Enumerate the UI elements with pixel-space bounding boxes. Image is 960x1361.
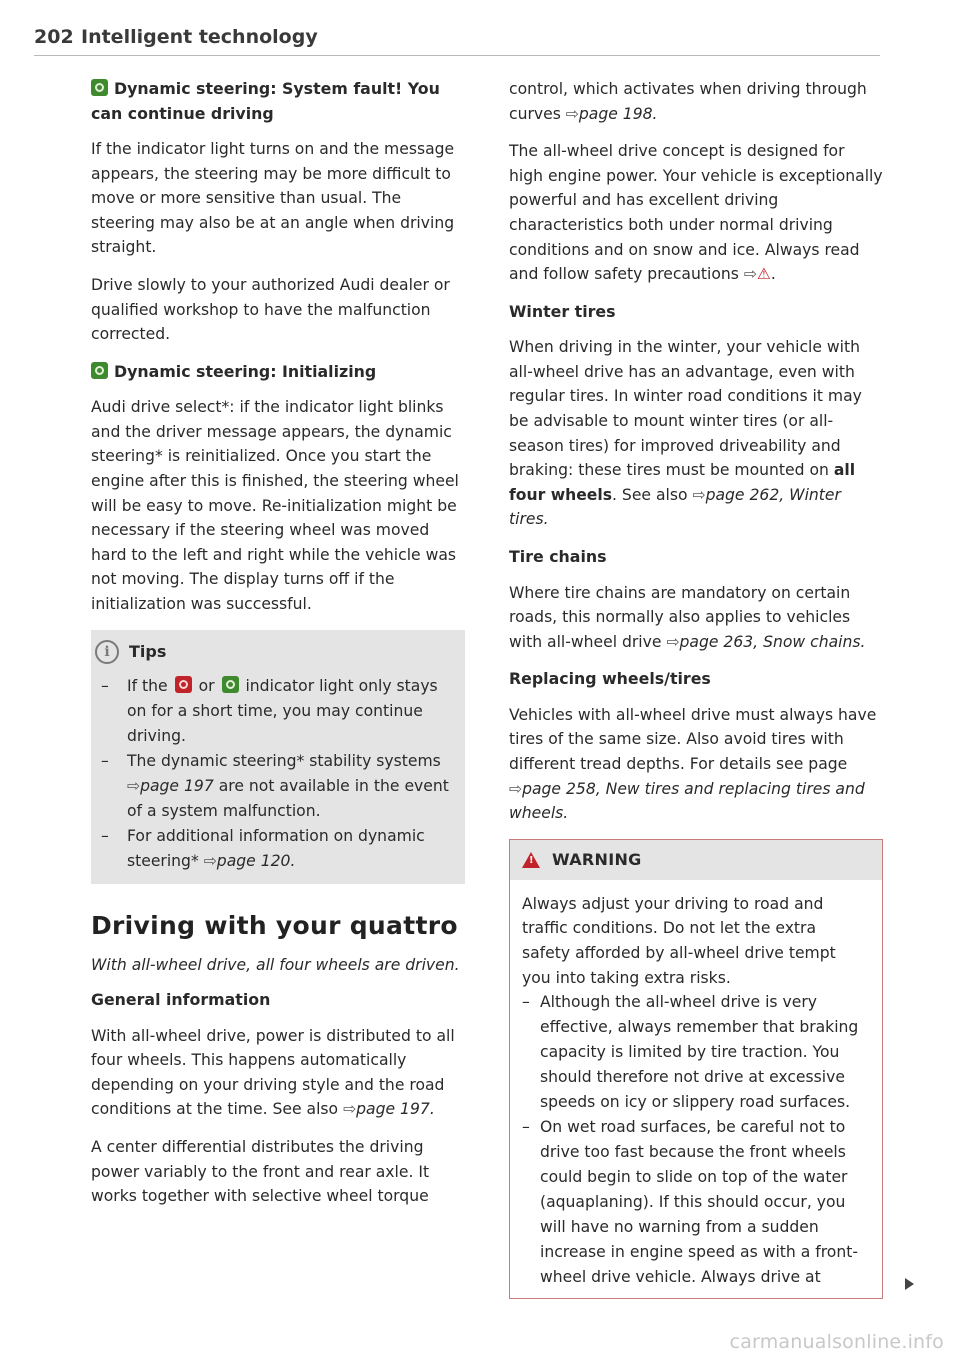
chapter-title: Intelligent technology	[81, 26, 318, 48]
watermark: carmanualsonline.info	[729, 1331, 944, 1353]
info-icon: i	[95, 640, 119, 664]
warning-item-1: – Although the all-wheel drive is very effective, always remember that braking capacity is limited by tire traction. You should therefore not drive at excessive speeds on icy or slippery road surfaces.	[522, 990, 868, 1115]
winter-heading: Winter tires	[509, 301, 616, 321]
page-number: 202	[34, 26, 74, 48]
chains-heading: Tire chains	[509, 547, 607, 566]
init-paragraph: Audi drive select*: if the indicator light blinks and the driver message appears, the dynamic steering* is reinitialized. Once you start the engine after this is finished, the steering wheel will be easy to move. Re-initialization might be necessary if the steering wheel was moved hard to the left and right while the vehicle was not moving. The display turns off if the initialization was successful.	[91, 398, 459, 613]
page-ref-link[interactable]: page 197	[140, 776, 214, 795]
right-column	[509, 77, 883, 1299]
warning-ref-icon[interactable]: ⚠	[756, 265, 771, 284]
page-ref-link[interactable]: page 262, Winter tires.	[509, 485, 841, 529]
general-heading: General information	[91, 990, 271, 1010]
init-heading: Dynamic steering: Initializing	[91, 360, 465, 385]
steering-fault-indicator-icon	[91, 79, 108, 96]
warning-box	[509, 839, 883, 1299]
fault-paragraph-2: Drive slowly to your authorized Audi dealer or qualified workshop to have the malfunction corrected.	[91, 275, 450, 344]
continue-arrow-icon	[905, 1278, 914, 1290]
fault-paragraph-1: If the indicator light turns on and the message appears, the steering may be more difficult to move or more sensitive than usual. The steering may also be at an angle when driving straight.	[91, 140, 455, 257]
tips-item-1: – If the or indicator light only stays on for a short time, you may continue driving.	[101, 674, 449, 749]
general-paragraph-2: A center differential distributes the driving power variably to the front and rear axle. It works together with selective wheel torque	[91, 1138, 430, 1206]
tips-item-3: – For additional information on dynamic steering* ⇨page 120.	[101, 824, 449, 874]
replace-heading: Replacing wheels/tires	[509, 669, 711, 689]
warning-item-2: – On wet road surfaces, be careful not to drive too fast because the front wheels could begin to slide on top of the water (aquaplaning). If this should occur, you will have no warning from a sudden increase in engine speed as with a front-wheel drive vehicle. Always drive at	[522, 1115, 868, 1290]
green-steering-indicator-icon	[222, 676, 239, 693]
warning-paragraph: Always adjust your driving to road and traffic conditions. Do not let the extra safety afforded by all-wheel drive tempt you into taking extra risks.	[522, 894, 836, 987]
steering-init-indicator-icon	[91, 362, 108, 379]
page-ref-link[interactable]: page 197.	[356, 1100, 435, 1119]
replace-paragraph: Vehicles with all-wheel drive must always have tires of the same size. Also avoid tires with different tread depths. For details see page ⇨page 258, New tires and replacing tires and wheels.	[509, 705, 877, 823]
tips-item-2: – The dynamic steering* stability systems ⇨page 197 are not available in the event of a system malfunction.	[101, 749, 449, 824]
page-ref-link[interactable]: page 198.	[578, 104, 658, 123]
warning-list	[522, 990, 868, 1290]
page-header	[34, 26, 880, 56]
page-ref-link[interactable]: page 258, New tires and replacing tires and wheels.	[509, 779, 865, 823]
page-ref-link[interactable]: page 120.	[216, 851, 296, 870]
fault-heading: Dynamic steering: System fault! You can continue driving	[91, 79, 440, 123]
page-ref-link[interactable]: page 263, Snow chains.	[679, 632, 866, 651]
warning-body	[510, 880, 882, 1298]
section-lead: With all-wheel drive, all four wheels are driven.	[91, 955, 460, 974]
winter-paragraph: When driving in the winter, your vehicle with all-wheel drive has an advantage, even with regular tires. In winter road conditions it may be advisable to mount winter tires (or all-season tires) for improved driveability and braking: these tires must be mounted on all four wheels. See also ⇨page 262, Winter tires.	[509, 338, 862, 529]
warning-header	[510, 840, 882, 880]
tips-list	[91, 674, 465, 874]
left-column	[91, 77, 465, 1222]
general-paragraph-1: With all-wheel drive, power is distributed to all four wheels. This happens automatically depending on your driving style and the road conditions at the time. See also ⇨page 197.	[91, 1026, 455, 1119]
continued-paragraph-1: control, which activates when driving through curves ⇨page 198.	[509, 80, 867, 123]
tips-header	[91, 640, 465, 664]
chains-paragraph: Where tire chains are mandatory on certain roads, this normally also applies to vehicles with all-wheel drive ⇨page 263, Snow chains.	[509, 583, 866, 651]
warning-title: WARNING	[552, 850, 642, 870]
red-steering-indicator-icon	[175, 676, 192, 693]
warning-triangle-icon	[522, 852, 540, 868]
continued-paragraph-2: The all-wheel drive concept is designed for high engine power. Your vehicle is exceptionally powerful and has excellent driving characteristics both under normal driving conditions and on snow and ice. Always read and follow safety precautions ⇨⚠.	[509, 142, 883, 284]
tips-title: Tips	[129, 642, 167, 662]
section-title: Driving with your quattro	[91, 910, 458, 940]
tips-box	[91, 630, 465, 884]
